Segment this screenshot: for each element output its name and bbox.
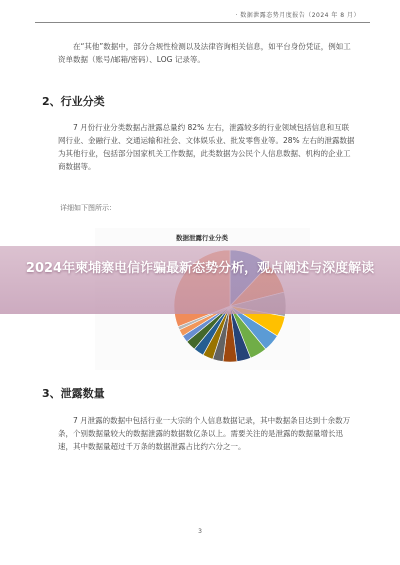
header-rule (35, 22, 370, 23)
running-header: · 数据泄露态势月度报告（2024 年 8 月） (235, 12, 360, 19)
page-number: 3 (198, 528, 202, 535)
title-banner (0, 246, 400, 314)
intro-paragraph: 在“其他”数据中，部分合规性检测以及法律咨询相关信息，如平台身份凭证，例如工资单数据（账号/邮箱/密码）、LOG 记录等。 (58, 42, 351, 64)
figure-note: 详细如下图所示： (60, 204, 116, 212)
chart-title: 数据泄露行业分类 (176, 234, 228, 242)
volume-paragraph: 7 月泄露的数据中包括行业一大宗的个人信息数据记录，其中数据条目达到十余数万条，个别数据量较大的数据泄露的数据数亿条以上。需要关注的是泄露的数据量增长迅速，其中数据量超过千万条的数据泄露占比约六分之一。 (58, 416, 351, 451)
section-title-industry: 2、行业分类 (42, 95, 105, 108)
industry-paragraph: 7 月份行业分类数据占泄露总量约 82% 左右，泄露较多的行业领域包括信息和互联网行业、金融行业、交通运输和社会、文体娱乐业、批发零售业等。28% 左右的泄露数据为其他行业，包括部分国家机关工作数据，此类数据为公民个人信息数据、机构的企业工商数据等。 (58, 123, 355, 171)
banner-title: 2024年柬埔寨电信诈骗最新态势分析，观点阐述与深度解读 (25, 261, 375, 276)
section-title-volume: 3、泄露数量 (42, 387, 105, 400)
